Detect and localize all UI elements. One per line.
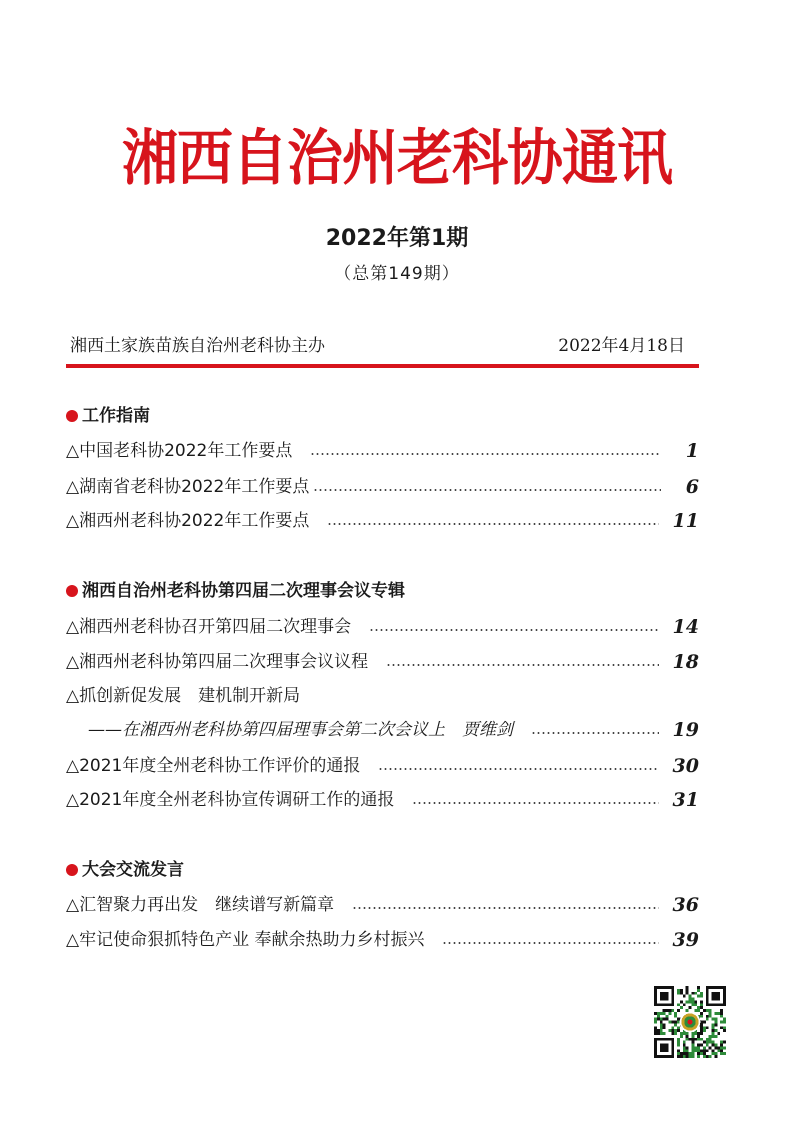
toc-entry-title: △湘西州老科协第四届二次理事会议议程 [66, 652, 369, 672]
toc-entry[interactable] [66, 508, 699, 534]
section-heading [66, 857, 184, 883]
toc-entry[interactable] [66, 474, 699, 500]
dot-leader [313, 489, 661, 491]
dot-leader [378, 768, 658, 770]
toc-entry[interactable] [66, 649, 699, 675]
toc-entry-page: 19 [672, 719, 699, 741]
publication-date: 2022年4月18日 [558, 336, 685, 356]
toc-entry-title: △中国老科协2022年工作要点 [66, 441, 293, 461]
dot-leader [310, 453, 661, 455]
toc-entry-page: 39 [672, 929, 699, 951]
toc-entry-title[interactable]: △抓创新促发展 建机制开新局 [66, 686, 301, 706]
dot-leader [386, 664, 658, 666]
toc-entry[interactable] [66, 787, 699, 813]
toc-entry-page: 31 [672, 789, 699, 811]
bullet-dot-icon [66, 864, 78, 876]
section-title: 湘西自治州老科协第四届二次理事会议专辑 [82, 581, 405, 601]
masthead-title: 湘西自治州老科协通讯 [122, 122, 672, 194]
toc-entry-page: 36 [672, 894, 699, 916]
dot-leader [412, 802, 658, 804]
dot-leader [352, 907, 658, 909]
toc-entry-page: 14 [672, 616, 699, 638]
dot-leader [531, 732, 659, 734]
toc-entry-subtitle: ——在湘西州老科协第四届理事会第二次会议上 贾维剑 [88, 720, 513, 740]
toc-entry-page: 11 [672, 510, 699, 532]
header-divider [66, 364, 699, 368]
issue-number: 2022年第1期 [325, 226, 469, 251]
dot-leader [327, 523, 658, 525]
toc-entry-title: △2021年度全州老科协宣传调研工作的通报 [66, 790, 395, 810]
toc-entry[interactable] [66, 614, 699, 640]
toc-entry-page: 18 [672, 651, 699, 673]
bullet-dot-icon [66, 410, 78, 422]
toc-entry-title: △湘西州老科协召开第四届二次理事会 [66, 617, 352, 637]
bullet-dot-icon [66, 585, 78, 597]
toc-entry-title: △2021年度全州老科协工作评价的通报 [66, 756, 361, 776]
toc-entry-title: △湖南省老科协2022年工作要点 [66, 477, 310, 497]
toc-entry[interactable] [88, 717, 699, 743]
toc-entry-title: △湘西州老科协2022年工作要点 [66, 511, 310, 531]
toc-entry[interactable] [66, 892, 699, 918]
dot-leader [442, 942, 658, 944]
section-title: 大会交流发言 [82, 860, 184, 880]
section-title: 工作指南 [82, 406, 150, 426]
toc-entry[interactable] [66, 927, 699, 953]
toc-entry[interactable] [66, 753, 699, 779]
toc-entry[interactable] [66, 438, 699, 464]
toc-entry-page: 6 [685, 476, 699, 498]
section-heading [66, 578, 405, 604]
total-issue-number: （总第149期） [334, 264, 460, 284]
toc-entry-title: △牢记使命狠抓特色产业 奉献余热助力乡村振兴 [66, 930, 425, 950]
qr-code-icon [654, 986, 726, 1058]
toc-entry-page: 30 [672, 755, 699, 777]
sponsor-line: 湘西土家族苗族自治州老科协主办 [70, 336, 325, 356]
toc-entry-page: 1 [685, 440, 699, 462]
dot-leader [369, 629, 658, 631]
toc-entry-title: △汇智聚力再出发 继续谱写新篇章 [66, 895, 335, 915]
section-heading [66, 403, 150, 429]
